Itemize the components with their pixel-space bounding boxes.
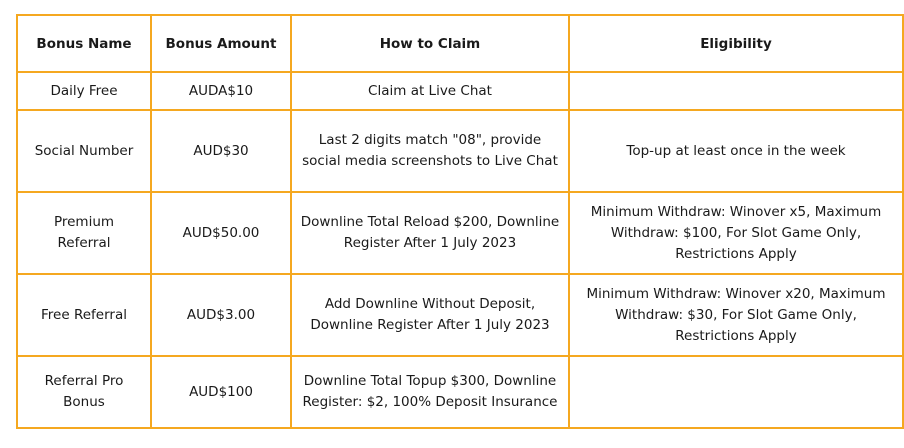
bonus-table — [16, 14, 904, 429]
eligibility-cell: Minimum Withdraw: Winover x5, Maximum Withdraw: $100, For Slot Game Only, Restrictions Apply — [569, 192, 903, 274]
eligibility-cell — [569, 356, 903, 428]
bonus-name-cell: Social Number — [17, 110, 151, 192]
table-row — [17, 356, 903, 428]
header-bonus-name: Bonus Name — [17, 15, 151, 72]
how-to-claim-cell: Last 2 digits match "08", provide social media screenshots to Live Chat — [291, 110, 569, 192]
table-row — [17, 274, 903, 356]
eligibility-cell: Minimum Withdraw: Winover x20, Maximum Withdraw: $30, For Slot Game Only, Restrictions Apply — [569, 274, 903, 356]
bonus-amount-cell: AUD$3.00 — [151, 274, 291, 356]
table-row — [17, 192, 903, 274]
how-to-claim-cell: Downline Total Topup $300, Downline Register: $2, 100% Deposit Insurance — [291, 356, 569, 428]
how-to-claim-cell: Claim at Live Chat — [291, 72, 569, 110]
bonus-name-cell: Free Referral — [17, 274, 151, 356]
header-eligibility: Eligibility — [569, 15, 903, 72]
bonus-amount-cell: AUDA$10 — [151, 72, 291, 110]
bonus-name-cell: Daily Free — [17, 72, 151, 110]
how-to-claim-cell: Add Downline Without Deposit, Downline Register After 1 July 2023 — [291, 274, 569, 356]
bonus-amount-cell: AUD$100 — [151, 356, 291, 428]
bonus-name-cell: Referral Pro Bonus — [17, 356, 151, 428]
table-header-row — [17, 15, 903, 72]
bonus-table-container — [16, 14, 904, 429]
table-row — [17, 110, 903, 192]
how-to-claim-cell: Downline Total Reload $200, Downline Register After 1 July 2023 — [291, 192, 569, 274]
bonus-amount-cell: AUD$50.00 — [151, 192, 291, 274]
eligibility-cell: Top-up at least once in the week — [569, 110, 903, 192]
header-bonus-amount: Bonus Amount — [151, 15, 291, 72]
header-how-to-claim: How to Claim — [291, 15, 569, 72]
bonus-amount-cell: AUD$30 — [151, 110, 291, 192]
bonus-name-cell: Premium Referral — [17, 192, 151, 274]
eligibility-cell — [569, 72, 903, 110]
table-row — [17, 72, 903, 110]
